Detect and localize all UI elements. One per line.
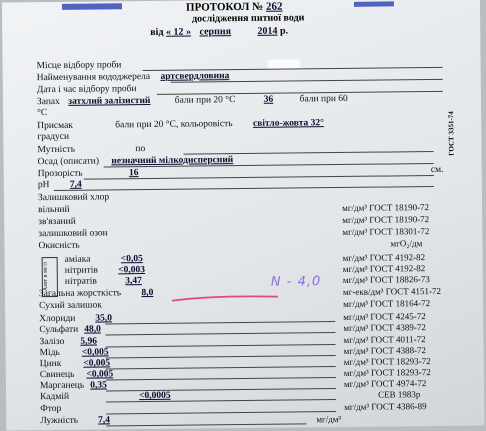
nitrogen-std: мг/дм³ ГОСТ 4192-82 <box>342 252 426 263</box>
pink-underline <box>170 294 280 303</box>
redaction-blot <box>268 59 300 68</box>
ozone-row: залишковий озон <box>38 228 108 240</box>
nitrogen-row: аміака <0,05 <box>64 254 143 265</box>
table-row-std: мг/дм³ ГОСТ 4386-89 <box>344 401 427 412</box>
table-row: Мідь <0,005 <box>39 347 109 359</box>
table-row: Кадмій <0,0005 <box>40 390 171 403</box>
sediment-row: Осад (описати) незначний мілкодисперсний <box>37 155 234 168</box>
side-standard-label: ГОСТ 3351-74 <box>447 111 456 156</box>
table-row: Лужність 7,4 <box>40 415 111 427</box>
degree-label: градуси <box>37 131 70 143</box>
table-row: Цинк <0,005 <box>39 358 111 370</box>
datetime-row: Дата і час відбору проби <box>36 84 137 96</box>
chlorine-bound-row: зв'язаний <box>38 216 76 228</box>
protocol-number: 262 <box>265 0 283 13</box>
table-row: Марганець 0,35 <box>39 380 107 392</box>
place-row: Місце відбору проби <box>36 60 122 72</box>
nitrogen-std: мг/дм³ ГОСТ 4192-82 <box>342 263 426 274</box>
chlorine-free-row: вільний <box>38 204 70 216</box>
table-row: Свинець <0,005 <box>39 369 114 381</box>
protocol-subtitle: дослідження питної води <box>192 12 305 25</box>
ozone-std: мг/дм³ ГОСТ 18301-72 <box>342 226 430 237</box>
nitrogen-std: мг/дм³ ГОСТ 18826-73 <box>342 274 430 285</box>
table-row-std: мг/дм³ ГОСТ 18293-72 <box>343 367 431 378</box>
table-row: Залізо 5,96 <box>39 336 98 348</box>
protocol-date: від « 12 » серпня 2014 р. <box>150 25 289 38</box>
dry-residue-row: Сухий залишок <box>39 300 102 312</box>
protocol-title: ПРОТОКОЛ № 262 <box>185 0 283 14</box>
nitrogen-label-box: Азот в мг/л <box>42 257 58 297</box>
nitrogen-row: нітритів <0,003 <box>64 265 146 276</box>
table-row-std: мг/дм³ ГОСТ 4388-72 <box>343 345 427 356</box>
chlorine-heading: Залишковий хлор <box>37 192 110 204</box>
table-row-std: мг/дм³ ГОСТ 4245-72 <box>343 311 426 322</box>
smell-unit: °С <box>37 108 48 119</box>
ph-row: pH 7,4 <box>37 179 82 191</box>
table-row-std: мг/дм³ ГОСТ 4011-72 <box>343 334 426 345</box>
table-row: Фтор <box>40 403 62 415</box>
dry-residue-std: мг/дм³ ГОСТ 18164-72 <box>343 298 431 309</box>
hardness-row: Загальна жорсткість 8,0 <box>38 287 154 300</box>
smell-row: Запах затхлий залізистий бали при 20 °С 36 бали при 60 <box>36 93 348 108</box>
oxidizability-unit: мгО₂/дм <box>390 238 423 249</box>
ink-mark <box>354 1 394 6</box>
source-row: Найменування вододжерела артсвердловина <box>36 71 230 84</box>
nitrogen-row: нітратів 3,47 <box>64 276 142 287</box>
table-row: Сульфати 48,0 <box>39 324 101 336</box>
table-row-std: СЕВ 1983р <box>377 389 421 400</box>
handwritten-note: N - 4,0 <box>270 274 322 290</box>
transparency-row: Прозорість 16 см. <box>37 164 444 180</box>
table-row-std: мг/дм³ ГОСТ 4974-72 <box>343 378 427 389</box>
hardness-std: мг-екв/дм³ ГОСТ 4151-72 <box>342 285 442 297</box>
table-row: Хлориди 35,0 <box>39 313 113 325</box>
ink-mark <box>62 3 122 10</box>
turbidity-row: Мутність по <box>37 144 146 156</box>
table-row-std: мг/дм³ <box>316 413 342 425</box>
taste-row: Присмак бали при 20 °С, кольоровість світло-жовта 32° <box>37 118 324 132</box>
chlorine-free-std: мг/дм³ ГОСТ 18190-72 <box>342 202 430 213</box>
oxidizability-row: Окисність <box>38 240 80 252</box>
protocol-sheet <box>2 0 484 431</box>
table-row-std: мг/дм³ ГОСТ 18293-72 <box>343 356 431 367</box>
chlorine-bound-std: мг/дм³ ГОСТ 18190-72 <box>342 214 430 225</box>
table-row-std: мг/дм³ ГОСТ 4389-72 <box>343 322 426 333</box>
